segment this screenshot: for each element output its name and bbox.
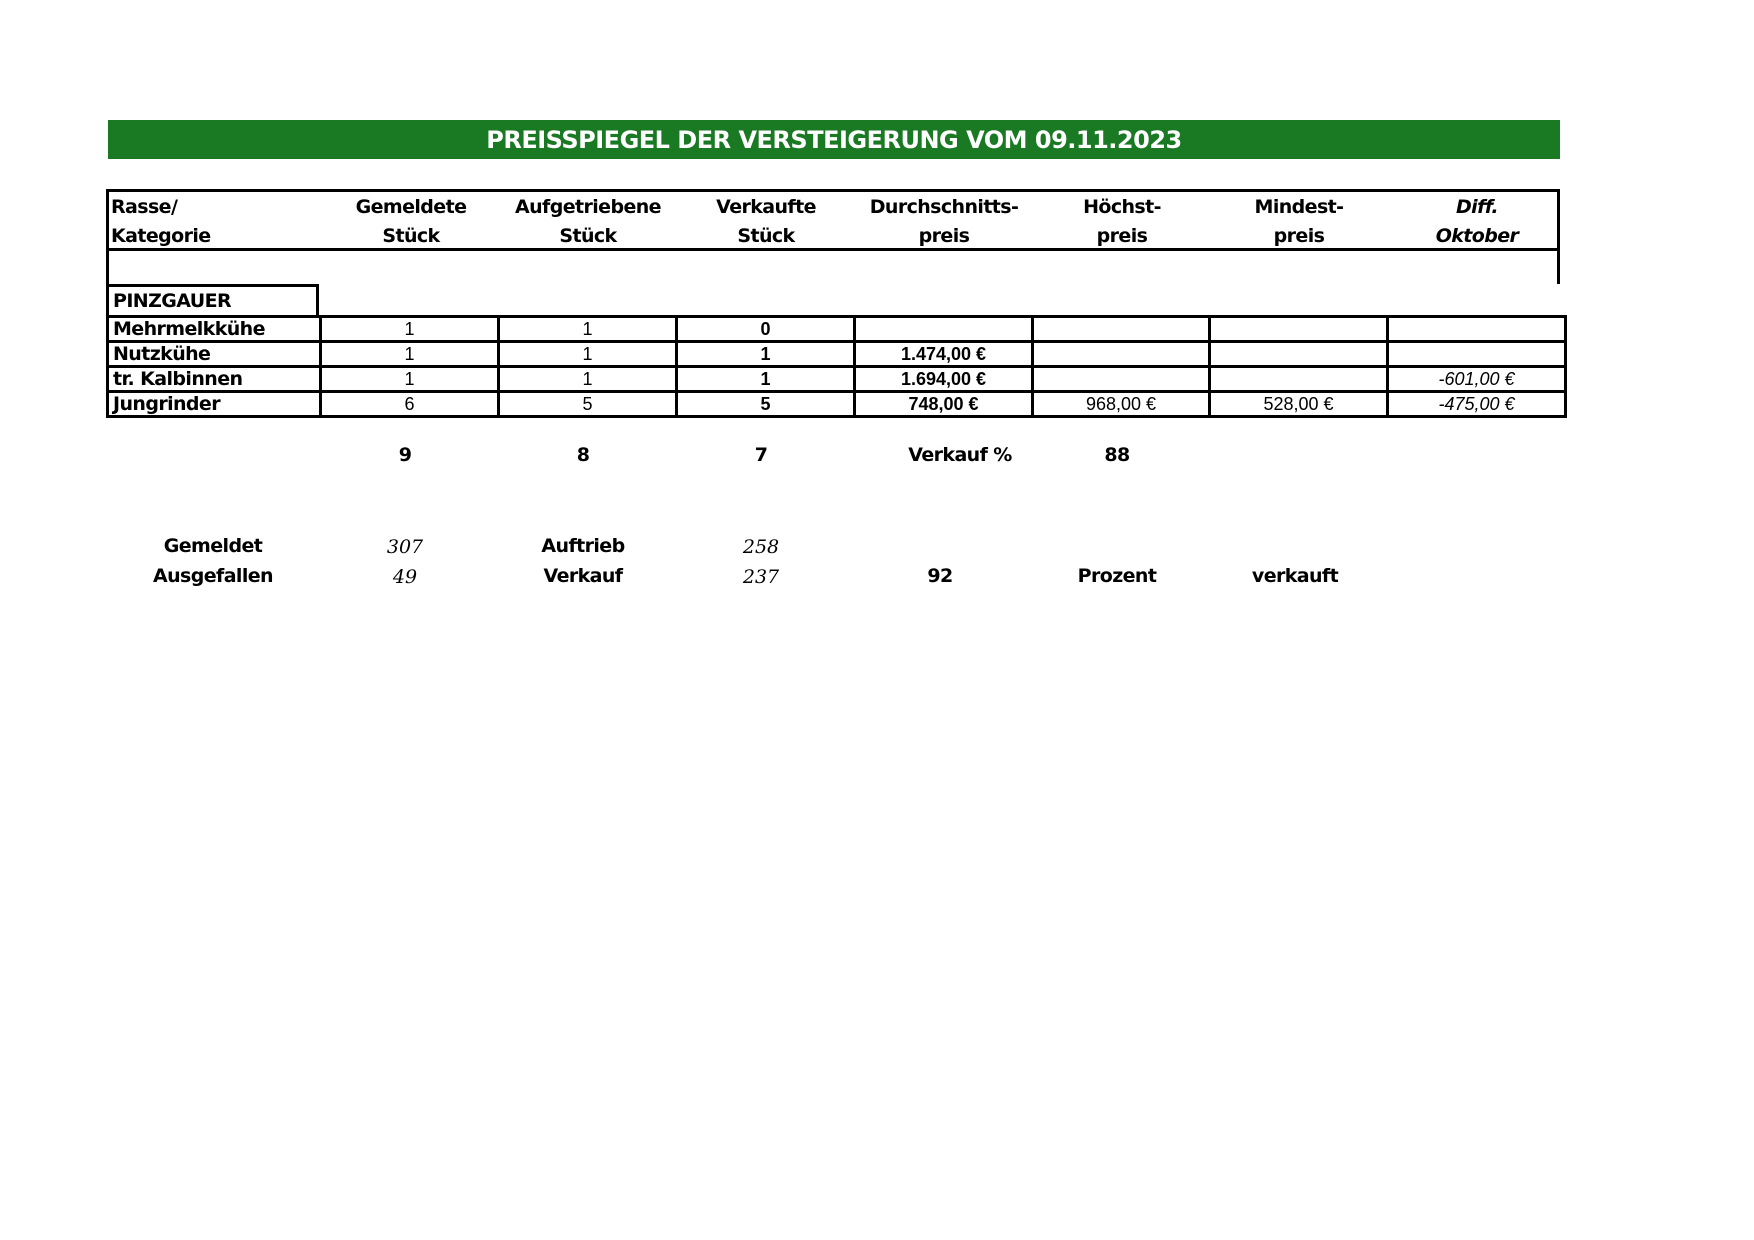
cell-mindest (1210, 367, 1388, 392)
header-aufgetriebene-stueck (499, 194, 677, 250)
cell-durchschnitt: 748,00 € (855, 392, 1033, 417)
cell-hoechst: 968,00 € (1033, 392, 1210, 417)
summary-verkauf-value: 237 (742, 566, 780, 588)
cell-aufgetrieben: 1 (499, 367, 677, 392)
total-gemeldet: 9 (398, 444, 412, 466)
cell-mindest: 528,00 € (1210, 392, 1388, 417)
cell-kategorie: Jungrinder (108, 392, 321, 417)
cell-durchschnitt (855, 317, 1033, 342)
header-line: Rasse/ (111, 196, 178, 218)
summary-prozent-value: 92 (927, 565, 953, 587)
cell-verkauft: 1 (677, 367, 855, 392)
cell-verkauft: 0 (677, 317, 855, 342)
cell-mindest (1210, 342, 1388, 367)
total-verkauf-pct: 88 (1104, 444, 1130, 466)
cell-hoechst (1033, 367, 1210, 392)
header-verkaufte-stueck (677, 194, 855, 250)
cell-hoechst (1033, 317, 1210, 342)
group-label: PINZGAUER (106, 284, 319, 318)
cell-verkauft: 5 (677, 392, 855, 417)
header-durchschnittspreis (855, 194, 1033, 250)
cell-diff (1388, 342, 1566, 367)
header-line: preis (918, 225, 970, 247)
header-rasse-kategorie (111, 194, 291, 250)
table-row (108, 367, 1566, 392)
header-line: Gemeldete (355, 196, 467, 218)
header-line: Mindest- (1254, 196, 1344, 218)
header-line: Stück (382, 225, 440, 247)
header-mindestpreis (1210, 194, 1388, 250)
cell-mindest (1210, 317, 1388, 342)
summary-verkauf-label: Verkauf (543, 565, 623, 587)
cell-diff (1388, 317, 1566, 342)
cell-diff: -601,00 € (1388, 367, 1566, 392)
cell-aufgetrieben: 1 (499, 342, 677, 367)
header-gemeldete-stueck (322, 194, 500, 250)
price-table (106, 315, 1567, 418)
total-aufgetrieben: 8 (576, 444, 590, 466)
header-line: Höchst- (1083, 196, 1161, 218)
total-verkauf-label: Verkauf % (908, 444, 1012, 466)
summary-prozent-label: Prozent (1077, 565, 1157, 587)
cell-durchschnitt: 1.694,00 € (855, 367, 1033, 392)
spacer-row (106, 251, 1560, 284)
cell-aufgetrieben: 1 (499, 317, 677, 342)
cell-gemeldet: 6 (321, 392, 499, 417)
cell-kategorie: Mehrmelkkühe (108, 317, 321, 342)
header-diff-oktober (1388, 194, 1566, 250)
header-hoechstpreis (1033, 194, 1211, 250)
header-line: Diff. (1456, 196, 1498, 218)
cell-gemeldet: 1 (321, 367, 499, 392)
summary-auftrieb-label: Auftrieb (541, 535, 625, 557)
cell-hoechst (1033, 342, 1210, 367)
cell-kategorie: tr. Kalbinnen (108, 367, 321, 392)
header-line: Stück (737, 225, 795, 247)
cell-gemeldet: 1 (321, 342, 499, 367)
table-row (108, 317, 1566, 342)
cell-kategorie: Nutzkühe (108, 342, 321, 367)
cell-gemeldet: 1 (321, 317, 499, 342)
summary-ausgefallen-value: 49 (392, 566, 418, 588)
header-line: Oktober (1435, 225, 1519, 247)
header-line: Aufgetriebene (515, 196, 661, 218)
header-line: Stück (559, 225, 617, 247)
summary-gemeldet-label: Gemeldet (163, 535, 263, 557)
page-title: PREISSPIEGEL DER VERSTEIGERUNG VOM 09.11.2023 (108, 120, 1560, 159)
header-line: Verkaufte (716, 196, 816, 218)
header-line: Durchschnitts- (869, 196, 1019, 218)
header-line: preis (1096, 225, 1148, 247)
header-line: Kategorie (111, 225, 211, 247)
table-row (108, 342, 1566, 367)
table-row (108, 392, 1566, 417)
cell-aufgetrieben: 5 (499, 392, 677, 417)
cell-durchschnitt: 1.474,00 € (855, 342, 1033, 367)
cell-diff: -475,00 € (1388, 392, 1566, 417)
summary-gemeldet-value: 307 (386, 536, 424, 558)
header-line: preis (1273, 225, 1325, 247)
total-verkauft: 7 (754, 444, 768, 466)
cell-verkauft: 1 (677, 342, 855, 367)
summary-auftrieb-value: 258 (742, 536, 780, 558)
summary-ausgefallen-label: Ausgefallen (153, 565, 273, 587)
summary-verkauft-label: verkauft (1251, 565, 1339, 587)
table-header (106, 189, 1560, 251)
